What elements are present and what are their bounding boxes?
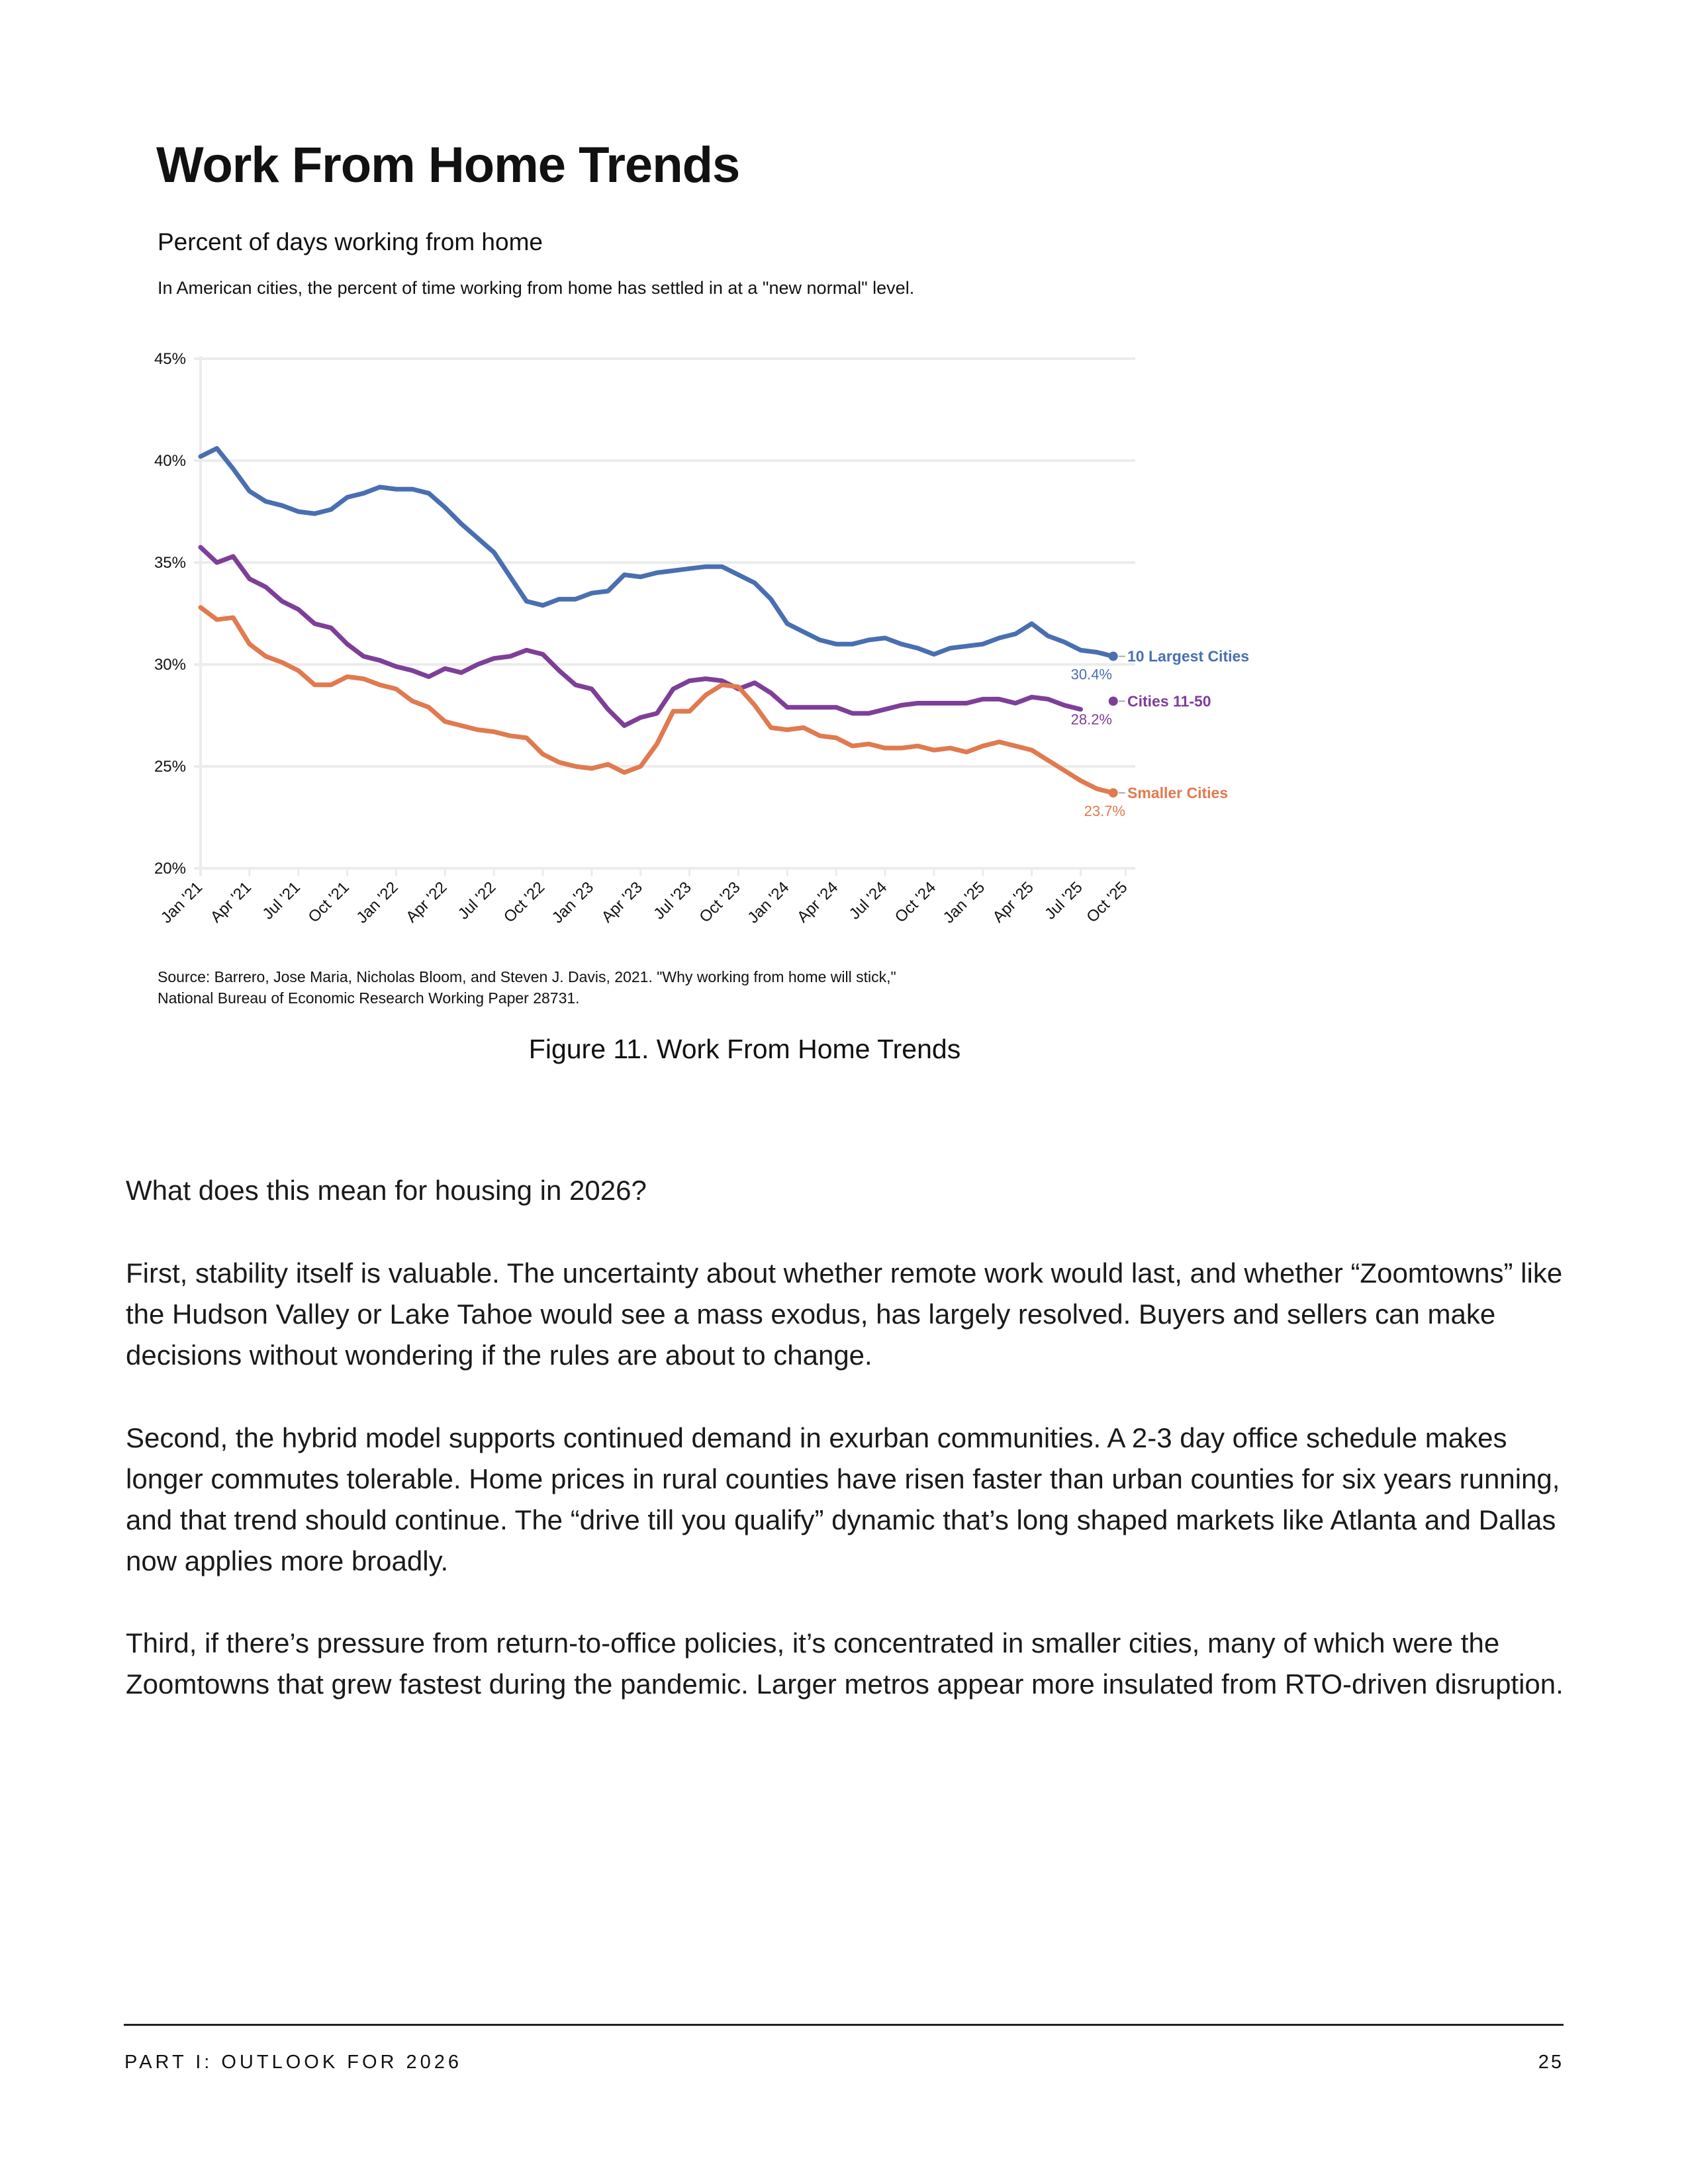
y-tick-label: 25% xyxy=(154,758,186,776)
x-tick-label: Jan '22 xyxy=(353,878,402,927)
page-title: Work From Home Trends xyxy=(156,137,740,193)
source-line-1: Source: Barrero, Jose Maria, Nicholas Bloom, and Steven J. Davis, 2021. "Why working from home will stick," xyxy=(158,968,896,985)
y-tick-label: 30% xyxy=(154,656,186,674)
end-value-label: 23.7% xyxy=(1084,803,1125,820)
chart-series-labels xyxy=(1071,648,1249,819)
x-tick-label: Jul '23 xyxy=(650,878,695,923)
y-tick-label: 40% xyxy=(154,452,186,470)
series-line-0 xyxy=(201,449,1113,657)
x-axis-ticks xyxy=(158,868,1131,927)
body-paragraph-first: First, stability itself is valuable. The uncertainty about whether remote work would last, and whether “Zoomtowns” like the Hudson Valley or Lake Tahoe would see a mass exodus, has largely resolved. Buyers and sellers can make decisions without wondering if the rules are about to change. xyxy=(126,1257,1563,1371)
x-tick-label: Apr '23 xyxy=(598,878,646,927)
body-paragraph-second: Second, the hybrid model supports continued demand in exurban communities. A 2-3 day office schedule makes longer commutes tolerable. Home prices in rural counties have risen faster than urban counties for six years running, and that trend should continue. The “drive till you qualify” dynamic that’s long shaped markets like Atlanta and Dallas now applies more broadly. xyxy=(126,1422,1560,1576)
x-tick-label: Oct '22 xyxy=(500,878,549,927)
y-tick-label: 20% xyxy=(154,860,186,878)
x-tick-label: Oct '21 xyxy=(305,878,353,927)
line-chart xyxy=(0,0,1688,966)
chart-description: In American cities, the percent of time working from home has settled in at a "new normal" level. xyxy=(158,278,915,298)
x-tick-label: Jul '21 xyxy=(259,878,304,923)
x-tick-label: Apr '21 xyxy=(207,878,256,927)
x-tick-label: Jan '23 xyxy=(548,878,598,927)
series-name-label: Cities 11-50 xyxy=(1127,692,1211,710)
end-value-label: 30.4% xyxy=(1070,666,1112,683)
x-tick-label: Jan '24 xyxy=(744,878,793,927)
end-value-label: 28.2% xyxy=(1070,711,1112,728)
end-point-marker xyxy=(1109,788,1118,797)
footer-section-label: PART I: OUTLOOK FOR 2026 xyxy=(124,2052,463,2073)
chart-source xyxy=(158,966,1084,1009)
series-name-label: 10 Largest Cities xyxy=(1127,647,1250,665)
x-tick-label: Oct '25 xyxy=(1083,878,1131,927)
chart-series-lines xyxy=(201,449,1113,794)
end-point-marker xyxy=(1109,652,1118,661)
x-tick-label: Oct '24 xyxy=(891,878,940,927)
x-tick-label: Jan '21 xyxy=(157,878,207,927)
body-paragraph-third: Third, if there’s pressure from return-to-office policies, it’s concentrated in smaller cities, many of which were the Zoomtowns that grew fastest during the pandemic. Larger metros appear more insulated from RTO-driven disruption. xyxy=(126,1627,1564,1700)
x-tick-label: Apr '22 xyxy=(402,878,451,927)
body-paragraph-question: What does this mean for housing in 2026? xyxy=(126,1175,647,1206)
series-name-label: Smaller Cities xyxy=(1127,784,1229,802)
chart-gridlines xyxy=(194,356,1135,876)
x-tick-label: Jul '24 xyxy=(845,878,891,923)
end-point-marker xyxy=(1109,696,1118,705)
x-tick-label: Apr '24 xyxy=(794,878,842,927)
x-tick-label: Jan '25 xyxy=(939,878,989,927)
figure-caption: Figure 11. Work From Home Trends xyxy=(528,1034,961,1064)
footer-divider xyxy=(124,2024,1564,2026)
x-tick-label: Jul '22 xyxy=(454,878,500,923)
chart-subtitle: Percent of days working from home xyxy=(158,228,543,255)
y-tick-label: 45% xyxy=(154,350,186,368)
x-tick-label: Oct '23 xyxy=(696,878,744,927)
x-tick-label: Apr '25 xyxy=(989,878,1037,927)
page-number: 25 xyxy=(1538,2052,1564,2073)
x-tick-label: Jul '25 xyxy=(1041,878,1086,923)
y-tick-label: 35% xyxy=(154,554,186,572)
y-axis-ticks xyxy=(154,350,186,878)
source-line-2: National Bureau of Economic Research Working Paper 28731. xyxy=(158,989,580,1007)
